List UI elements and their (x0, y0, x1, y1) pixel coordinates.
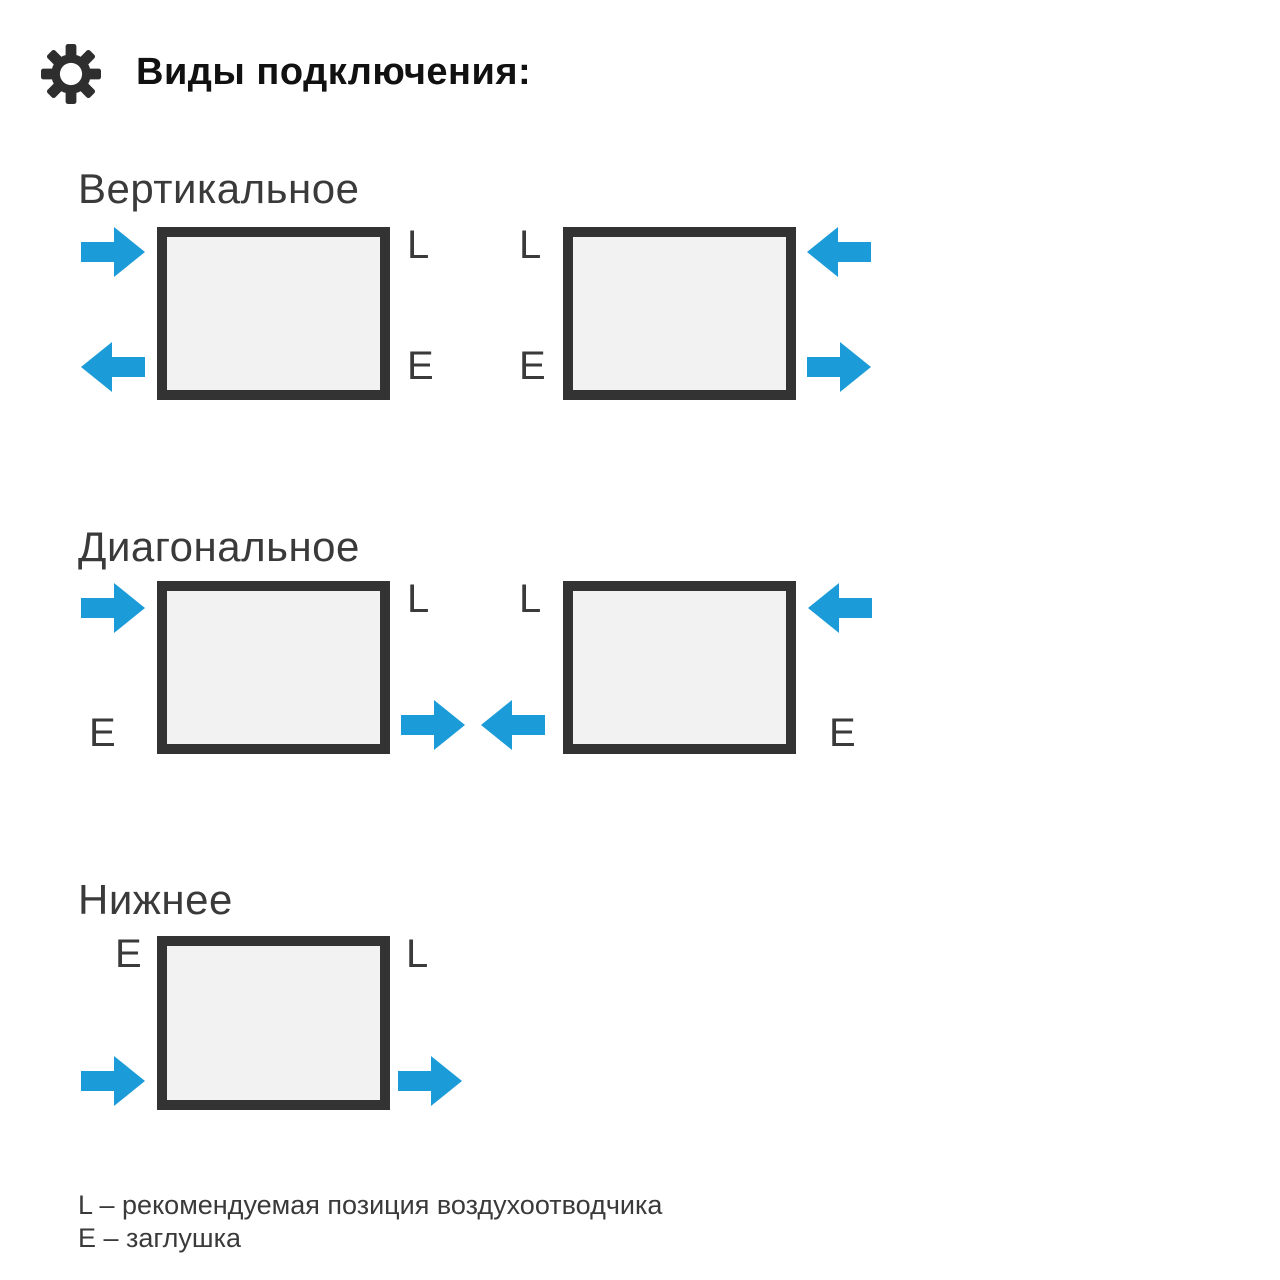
section-label-vertical: Вертикальное (78, 165, 360, 212)
arrow-right-icon (807, 339, 871, 395)
arrow-right-icon (81, 580, 145, 636)
port-label-l: L (407, 577, 430, 621)
radiator-rect (563, 581, 796, 754)
section-label-diagonal: Диагональное (78, 523, 360, 570)
legend-line-e: E – заглушка (78, 1223, 242, 1253)
port-label-e: E (407, 344, 434, 388)
page-title: Виды подключения: (136, 51, 532, 93)
port-label-e: E (89, 711, 116, 755)
port-label-e: E (829, 711, 856, 755)
arrow-left-icon (81, 339, 145, 395)
gear-icon (40, 44, 102, 104)
port-label-l: L (519, 577, 542, 621)
arrow-left-icon (807, 224, 871, 280)
radiator-rect (157, 581, 390, 754)
section-label-bottom: Нижнее (78, 876, 233, 923)
arrow-right-icon (81, 1053, 145, 1109)
radiator-rect (157, 227, 390, 400)
arrow-right-icon (401, 697, 465, 753)
arrow-left-icon (481, 697, 545, 753)
port-label-e: E (115, 932, 142, 976)
arrow-right-icon (398, 1053, 462, 1109)
legend-line-l: L – рекомендуемая позиция воздухоотводчика (78, 1190, 663, 1220)
arrow-right-icon (81, 224, 145, 280)
radiator-rect (157, 936, 390, 1110)
radiator-rect (563, 227, 796, 400)
arrow-left-icon (808, 580, 872, 636)
port-label-l: L (519, 223, 542, 267)
port-label-l: L (407, 223, 430, 267)
port-label-e: E (519, 344, 546, 388)
port-label-l: L (406, 932, 429, 976)
